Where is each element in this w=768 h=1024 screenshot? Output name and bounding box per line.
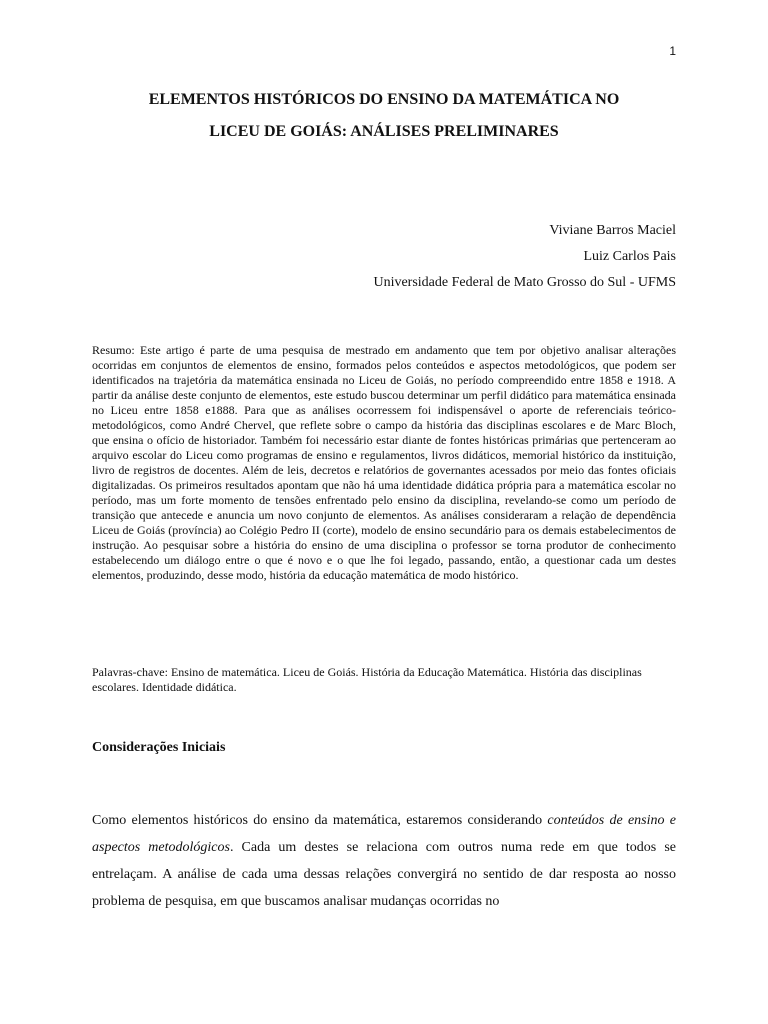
- body-paragraph: [92, 807, 676, 915]
- author-name: Luiz Carlos Pais: [583, 249, 676, 264]
- body-text-emphasis: conteúdos de ensino e aspectos metodológicos: [92, 813, 676, 855]
- body-text-part-2: . Cada um destes se relaciona com outros numa rede em que todos se entrelaçam. A análise de cada uma dessas relações convergirá no sentido de dar resposta ao nosso problema de pesquisa, em que buscamos analisar mudanças ocorridas no: [92, 840, 676, 909]
- author-name: Viviane Barros Maciel: [549, 223, 676, 238]
- author-block: [92, 218, 676, 296]
- paper-title-line-1: ELEMENTOS HISTÓRICOS DO ENSINO DA MATEMÁTICA NO: [148, 91, 620, 108]
- keywords: Palavras-chave: Ensino de matemática. Liceu de Goiás. História da Educação Matemática. História das disciplinas escolares. Identidade didática.: [92, 665, 642, 694]
- paper-title-line-2: LICEU DE GOIÁS: ANÁLISES PRELIMINARES: [209, 123, 559, 140]
- author-affiliation: Universidade Federal de Mato Grosso do Sul - UFMS: [373, 275, 676, 290]
- section-heading: Considerações Iniciais: [92, 740, 226, 755]
- paper-title: [92, 84, 676, 148]
- page-number: 1: [669, 44, 676, 58]
- abstract: Resumo: Este artigo é parte de uma pesquisa de mestrado em andamento que tem por objetivo analisar alterações ocorridas em conjuntos de elementos de ensino, formados pelos conteúdos e aspectos metodológicos, que podem ser identificados na trajetória da matemática ensinada no Liceu de Goiás, no período compreendido entre 1858 e 1918. A partir da análise deste conjunto de elementos, este estudo buscou determinar um perfil didático para matemática ensinada no Liceu entre 1858 e1888. Para que as análises ocorressem foi indispensável o aporte de referenciais teórico-metodológicos, como André Chervel, que reflete sobre o campo da história das disciplinas escolares e de Marc Bloch, que ensina o ofício de historiador. Também foi necessário estar diante de fontes históricas primárias que pertenceram ao arquivo escolar do Liceu como programas de ensino e regulamentos, livros didáticos, memorial histórico da instituição, livro de registros de docentes. Além de leis, decretos e relatórios de governantes acessados por meio das fontes oficiais digitalizadas. Os primeiros resultados apontam que não há uma identidade didática própria para a matemática escolar no período, mas um forte momento de tensões enfrentado pelo ensino da disciplina, revelando-se como um período de transição que antecede e anuncia um novo conjunto de elementos. As análises consideraram a relação de dependência Liceu de Goiás (província) ao Colégio Pedro II (corte), modelo de ensino secundário para os demais estabelecimentos de instrução. Ao pesquisar sobre a história do ensino de uma disciplina o professor se torna produtor de conhecimento estabelecendo um diálogo entre o que é novo e o que lhe foi legado, passando, então, a questionar cada um destes elementos, produzindo, desse modo, história da educação matemática de modo histórico.: [92, 343, 676, 582]
- body-text-part-1: Como elementos históricos do ensino da matemática, estaremos considerando: [92, 813, 548, 828]
